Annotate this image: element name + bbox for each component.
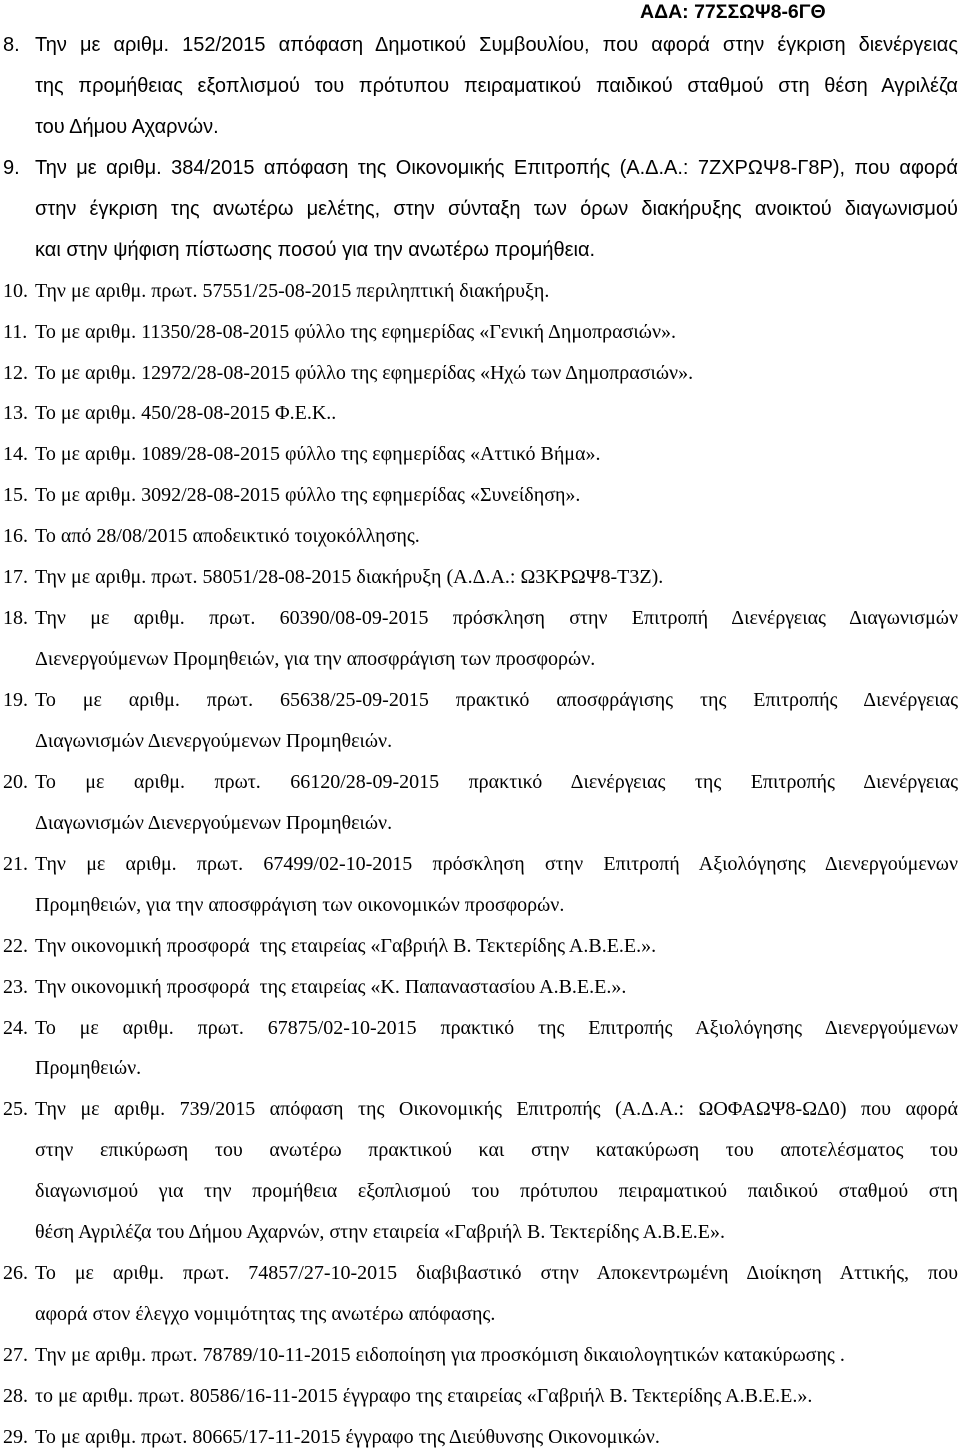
list-item: [0, 1424, 958, 1450]
item-number: 15.: [3, 484, 28, 507]
item-number: 22.: [3, 934, 28, 957]
item-text: [35, 278, 958, 319]
item-number: 16.: [3, 525, 28, 548]
item-text: [35, 441, 958, 482]
item-number: 19.: [3, 689, 28, 711]
text-line: διαγωνισμού για την προμήθεια εξοπλισμού του πρότυπου πειραματικού παιδικού σταθμού στη: [35, 1180, 958, 1203]
text-line: Διαγωνισμών Διενεργούμενων Προμηθειών.: [35, 729, 393, 752]
item-text: [35, 1424, 958, 1450]
item-text: [35, 769, 958, 851]
item-text: [35, 523, 958, 564]
item-text: [35, 360, 958, 401]
item-text: [35, 605, 958, 687]
item-number: 9.: [3, 156, 20, 179]
item-text: [35, 482, 958, 523]
item-number: 17.: [3, 566, 28, 589]
list-item: [0, 155, 958, 278]
list-item: [0, 1096, 958, 1260]
text-line: Το με αριθμ. 11350/28-08-2015 φύλλο της εφημερίδας «Γενική Δημοπρασιών».: [35, 320, 676, 343]
item-number: 20.: [3, 770, 28, 793]
list-item: [0, 1015, 958, 1097]
item-text: [35, 1342, 958, 1383]
item-number: 12.: [3, 361, 28, 384]
list-item: [0, 1383, 958, 1424]
list-item: [0, 605, 958, 687]
text-line: Την με αριθμ. 152/2015 απόφαση Δημοτικού Συμβουλίου, που αφορά στην έγκριση διενέργειας: [35, 34, 958, 56]
item-number: 11.: [3, 320, 28, 343]
item-number: 25.: [3, 1098, 28, 1121]
item-number: 28.: [3, 1384, 28, 1407]
item-number: 27.: [3, 1344, 28, 1366]
text-line: Προμηθειών.: [35, 1057, 142, 1080]
text-line: Την με αριθμ. πρωτ. 57551/25-08-2015 περιληπτική διακήρυξη.: [35, 279, 550, 302]
list-item: [0, 360, 958, 401]
item-text: [35, 851, 958, 933]
text-line: και στην ψήφιση πίστωσης ποσού για την ανωτέρω προμήθεια.: [35, 238, 596, 261]
ada-code: ΑΔΑ: 77ΣΣΩΨ8-6ΓΘ: [640, 1, 826, 23]
text-line: Την οικονομική προσφορά της εταιρείας «Γαβριήλ Β. Τεκτερίδης Α.Β.Ε.Ε.».: [35, 934, 657, 957]
text-line: Την με αριθμ. πρωτ. 60390/08-09-2015 πρόσκληση στην Επιτροπή Διενέργειας Διαγωνισμών: [35, 607, 958, 630]
text-line: Το με αριθμ. 12972/28-08-2015 φύλλο της εφημερίδας «Ηχώ των Δημοπρασιών».: [35, 361, 694, 384]
text-line: θέση Αγριλέζα του Δήμου Αχαρνών, στην εταιρεία «Γαβριήλ Β. Τεκτερίδης Α.Β.Ε.Ε».: [35, 1221, 725, 1244]
text-line: Το με αριθμ. πρωτ. 67875/02-10-2015 πρακτικό της Επιτροπής Αξιολόγησης Διενεργούμενων: [35, 1016, 958, 1039]
item-number: 8.: [3, 34, 20, 56]
text-line: το με αριθμ. πρωτ. 80586/16-11-2015 έγγραφο της εταιρείας «Γαβριήλ Β. Τεκτερίδης Α.Β.Ε.Ε.».: [35, 1384, 813, 1407]
text-line: Προμηθειών, για την αποσφράγιση των οικονομικών προσφορών.: [35, 893, 565, 916]
text-line: Το με αριθμ. πρωτ. 65638/25-09-2015 πρακτικό αποσφράγισης της Επιτροπής Διενέργειας: [35, 689, 958, 711]
list-item: [0, 1260, 958, 1342]
text-line: στην επικύρωση του ανωτέρω πρακτικού και στην κατακύρωση του αποτελέσματος του: [35, 1139, 958, 1162]
text-line: Διαγωνισμών Διενεργούμενων Προμηθειών.: [35, 811, 393, 834]
item-number: 29.: [3, 1425, 28, 1448]
list-item: [0, 564, 958, 605]
list-item: [0, 851, 958, 933]
text-line: Την με αριθμ. 384/2015 απόφαση της Οικονομικής Επιτροπής (Α.Δ.Α.: 7ΖΧΡΩΨ8-Γ8Ρ), που αφορά: [35, 156, 958, 179]
item-number: 14.: [3, 443, 28, 466]
list-item: [0, 933, 958, 974]
text-line: Την με αριθμ. πρωτ. 58051/28-08-2015 διακήρυξη (Α.Δ.Α.: Ω3ΚΡΩΨ8-Τ3Ζ).: [35, 566, 664, 589]
list-item: [0, 1342, 958, 1383]
text-line: Το με αριθμ. 1089/28-08-2015 φύλλο της εφημερίδας «Αττικό Βήμα».: [35, 443, 601, 466]
item-text: [35, 933, 958, 974]
text-line: Το με αριθμ. 3092/28-08-2015 φύλλο της εφημερίδας «Συνείδηση».: [35, 484, 581, 507]
list-item: [0, 278, 958, 319]
item-text: [35, 1015, 958, 1097]
list-item: [0, 974, 958, 1015]
text-line: Την με αριθμ. πρωτ. 78789/10-11-2015 ειδοποίηση για προσκόμιση δικαιολογητικών κατακύρωσης .: [35, 1344, 845, 1366]
text-line: Το με αριθμ. πρωτ. 66120/28-09-2015 πρακτικό Διενέργειας της Επιτροπής Διενέργειας: [35, 770, 958, 793]
text-line: Διενεργούμενων Προμηθειών, για την αποσφράγιση των προσφορών.: [35, 648, 596, 671]
item-text: [35, 1260, 958, 1342]
text-line: Το με αριθμ. πρωτ. 80665/17-11-2015 έγγραφο της Διεύθυνσης Οικονομικών.: [35, 1425, 660, 1448]
item-text: [35, 32, 958, 155]
list-item: [0, 32, 958, 155]
list-item: [0, 769, 958, 851]
item-text: [35, 1096, 958, 1260]
item-number: 26.: [3, 1262, 28, 1285]
list-item: [0, 400, 958, 441]
list-item: [0, 441, 958, 482]
item-number: 24.: [3, 1016, 28, 1039]
document-body: [0, 32, 958, 1450]
item-number: 23.: [3, 975, 28, 998]
text-line: Την με αριθμ. πρωτ. 67499/02-10-2015 πρόσκληση στην Επιτροπή Αξιολόγησης Διενεργούμενων: [35, 852, 958, 875]
item-text: [35, 687, 958, 769]
item-text: [35, 564, 958, 605]
item-text: [35, 1383, 958, 1424]
list-item: [0, 319, 958, 360]
item-text: [35, 319, 958, 360]
item-number: 21.: [3, 852, 28, 875]
item-number: 10.: [3, 279, 28, 302]
text-line: της προμήθειας εξοπλισμού του πρότυπου πειραματικού παιδικού σταθμού στη θέση Αγριλέζα: [35, 74, 958, 97]
text-line: στην έγκριση της ανωτέρω μελέτης, στην σύνταξη των όρων διακήρυξης ανοικτού διαγωνισμού: [35, 197, 958, 220]
item-number: 13.: [3, 402, 28, 425]
text-line: Το από 28/08/2015 αποδεικτικό τοιχοκόλλησης.: [35, 525, 420, 548]
item-text: [35, 400, 958, 441]
text-line: Την οικονομική προσφορά της εταιρείας «Κ. Παπαναστασίου Α.Β.Ε.Ε.».: [35, 975, 627, 998]
text-line: Το με αριθμ. 450/28-08-2015 Φ.Ε.Κ..: [35, 402, 337, 425]
text-line: αφορά στον έλεγχο νομιμότητας της ανωτέρω απόφασης.: [35, 1303, 496, 1326]
list-item: [0, 523, 958, 564]
text-line: του Δήμου Αχαρνών.: [35, 115, 219, 138]
item-text: [35, 974, 958, 1015]
item-number: 18.: [3, 607, 28, 630]
list-item: [0, 687, 958, 769]
text-line: Την με αριθμ. 739/2015 απόφαση της Οικονομικής Επιτροπής (Α.Δ.Α.: ΩΟΦΑΩΨ8-ΩΔ0) που αφορά: [35, 1098, 958, 1121]
item-text: [35, 155, 958, 278]
text-line: Το με αριθμ. πρωτ. 74857/27-10-2015 διαβιβαστικό στην Αποκεντρωμένη Διοίκηση Αττικής, που: [35, 1262, 958, 1285]
list-item: [0, 482, 958, 523]
